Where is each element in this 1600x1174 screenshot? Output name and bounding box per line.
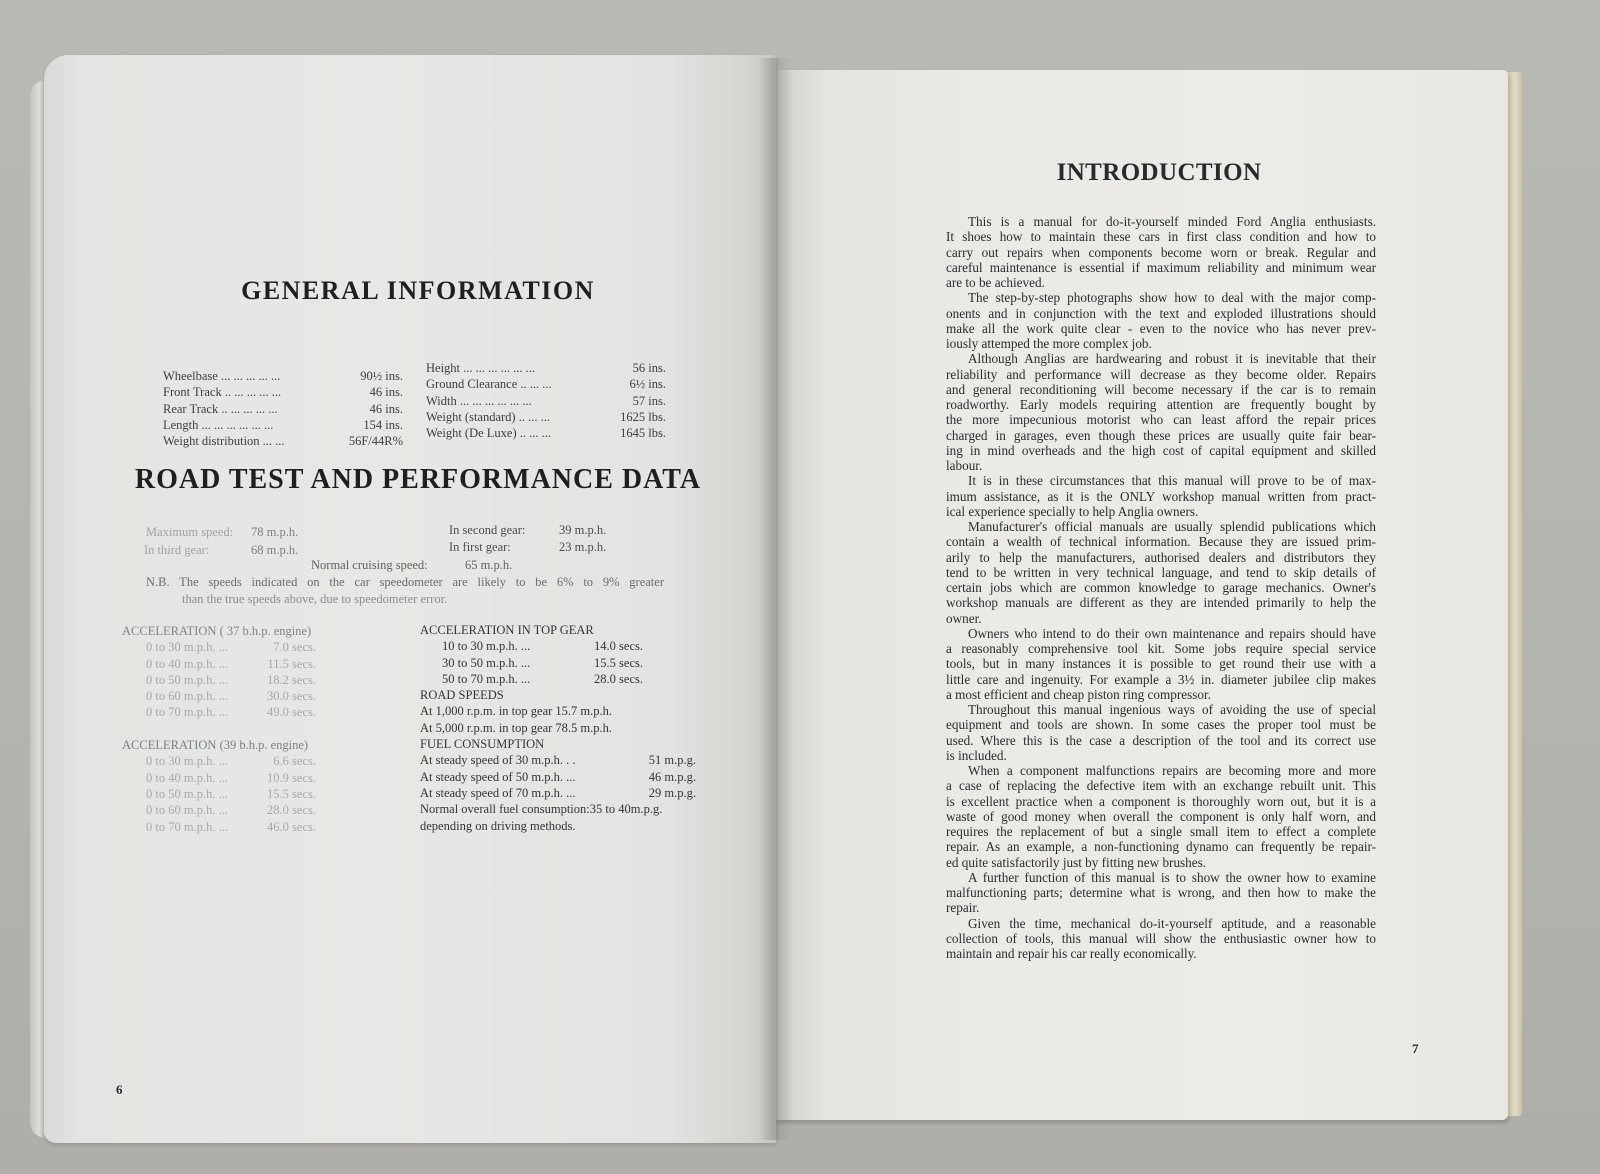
intro-line: workshop manuals are different as they are intended primarily to help the: [946, 595, 1376, 611]
intro-line: Given the time, mechanical do-it-yourself aptitude, and a reasonable: [968, 915, 1376, 931]
intro-paragraph: [946, 214, 1376, 290]
fuel-row: [420, 752, 696, 768]
fuel-consumption-heading: FUEL CONSUMPTION: [420, 737, 545, 752]
acceleration-time: 6.6 secs.: [273, 754, 316, 769]
top-gear-range: 30 to 50 m.p.h. ...: [442, 655, 531, 670]
spec-row: [426, 425, 666, 441]
intro-line: requires the replacement of but a single small item to effect a complete: [946, 824, 1376, 839]
spec-row: [163, 384, 403, 400]
acceleration-39-heading: ACCELERATION (39 b.h.p. engine): [122, 738, 309, 753]
spec-label: Height ... ... ... ... ... ...: [426, 361, 536, 375]
spec-row: [426, 393, 666, 409]
intro-line: a reasonably comprehensive tool kit. Some jobs require special service: [946, 641, 1376, 656]
page-number-right: 7: [1412, 1041, 1419, 1056]
introduction-heading: INTRODUCTION: [1056, 159, 1262, 186]
road-test-heading: ROAD TEST AND PERFORMANCE DATA: [134, 464, 702, 495]
intro-line: ical experience specially to help Anglia owners.: [946, 503, 1199, 519]
intro-line: a most efficient and cheap piston ring compressor.: [946, 686, 1211, 702]
spacer: [122, 721, 322, 737]
intro-paragraph: [946, 290, 1376, 351]
intro-line: make all the work quite clear - even to the novice who has never prev-: [946, 320, 1376, 336]
spec-label: Front Track .. ... ... ... ...: [163, 385, 282, 400]
spec-value: 90½ ins.: [360, 369, 403, 383]
spec-value: 154 ins.: [363, 417, 403, 432]
intro-line: carry out repairs when components become worn or break. Regular and: [946, 244, 1376, 260]
fuel-row: [420, 769, 696, 785]
intro-line: used. Where this is the case a description of the tool and its correct use: [946, 732, 1376, 748]
second-gear-value: 39 m.p.h.: [559, 523, 607, 537]
acceleration-time: 11.5 secs.: [267, 656, 316, 671]
road-speed-line: At 5,000 r.p.m. in top gear 78.5 m.p.h.: [420, 720, 612, 735]
spec-value: 1625 lbs.: [620, 409, 666, 424]
acceleration-range: 0 to 30 m.p.h. ...: [146, 640, 228, 655]
acceleration-time: 30.0 secs.: [267, 689, 316, 704]
max-speed-value: 78 m.p.h.: [251, 525, 299, 539]
overall-fuel-note: depending on driving methods.: [420, 818, 576, 833]
spec-value: 46 ins.: [369, 401, 403, 416]
top-gear-heading: ACCELERATION IN TOP GEAR: [420, 623, 594, 637]
acceleration-range: 0 to 50 m.p.h. ...: [146, 786, 228, 801]
fuel-row: [420, 785, 696, 801]
top-gear-row: [442, 655, 643, 671]
acceleration-row: [146, 639, 316, 655]
acceleration-range: 0 to 40 m.p.h. ...: [146, 770, 228, 785]
top-gear-range: 10 to 30 m.p.h. ...: [442, 639, 531, 654]
intro-paragraph: [946, 519, 1376, 626]
intro-line: Owners who intend to do their own maintenance and repairs should have: [968, 625, 1376, 641]
acceleration-range: 0 to 40 m.p.h. ...: [146, 656, 228, 671]
acceleration-range: 0 to 70 m.p.h. ...: [146, 705, 228, 720]
intro-line: contain a wealth of technical information. Because they are issued prim-: [946, 534, 1376, 550]
top-gear-time: 15.5 secs.: [594, 655, 643, 670]
intro-paragraph: [946, 351, 1376, 473]
intro-line: maintain and repair his car really economically.: [946, 946, 1197, 961]
fuel-mpg: 46 m.p.g.: [648, 769, 696, 784]
intro-paragraph: [946, 916, 1376, 962]
intro-line: is excellent practice when a component is thoroughly worn out, but it is a: [946, 793, 1376, 809]
acceleration-37-heading: ACCELERATION ( 37 b.h.p. engine): [122, 624, 312, 638]
acceleration-row: [146, 672, 316, 688]
fuel-mpg: 51 m.p.g.: [648, 753, 696, 768]
acceleration-range: 0 to 60 m.p.h. ...: [146, 689, 228, 704]
intro-line: It shoes how to maintain these cars in first class condition and how to: [946, 229, 1376, 245]
spec-row: [426, 409, 666, 425]
intro-line: owner.: [946, 610, 982, 626]
book-spine-shadow: [758, 58, 792, 1140]
spec-value: 6½ ins.: [629, 377, 666, 392]
spec-row: [426, 376, 666, 392]
intro-paragraph: [946, 702, 1376, 763]
intro-line: iously attemped the more complex job.: [946, 336, 1152, 351]
intro-line: collection of tools, this manual will show the enthusiastic owner how to: [946, 930, 1376, 946]
intro-line: tend to be written in very technical language, and tend to skip details of: [946, 564, 1376, 580]
intro-line: equipment and tools are shown. In some cases the proper tool must be: [946, 717, 1376, 733]
fuel-condition: At steady speed of 30 m.p.h. . .: [420, 753, 576, 768]
intro-line: charged in garages, even though these prices are usually quite fair bear-: [946, 427, 1376, 443]
intro-line: arily to help the manufacturers, authorised dealers and distributors they: [946, 549, 1376, 565]
intro-line: waste of good money when overall the component is only half worn, and: [946, 808, 1376, 824]
acceleration-range: 0 to 70 m.p.h. ...: [146, 819, 228, 834]
intro-paragraph: [946, 626, 1376, 702]
acceleration-row: [146, 753, 316, 769]
spec-label: Ground Clearance .. ... ...: [426, 377, 552, 392]
spec-label: Weight (De Luxe) .. ... ...: [426, 426, 551, 441]
specs-left-column: [163, 368, 403, 449]
spec-row: [163, 433, 403, 449]
acceleration-row: [146, 770, 316, 786]
top-gear-range: 50 to 70 m.p.h. ...: [442, 671, 531, 686]
specs-right-column: [426, 360, 666, 441]
top-gear-time: 14.0 secs.: [594, 639, 643, 654]
speedometer-note-line: than the true speeds above, due to speedometer error.: [182, 592, 448, 606]
spec-row: [426, 360, 666, 376]
intro-line: The step-by-step photographs show how to deal with the major comp-: [968, 290, 1376, 306]
acceleration-row: [146, 786, 316, 802]
intro-line: When a component malfunctions repairs are becoming more and more: [968, 763, 1376, 778]
page-number-left: 6: [116, 1082, 123, 1097]
road-speed-line: At 1,000 r.p.m. in top gear 15.7 m.p.h.: [420, 704, 612, 719]
intro-line: is included.: [946, 747, 1007, 763]
intro-line: This is a manual for do-it-yourself minded Ford Anglia enthusiasts.: [968, 214, 1376, 229]
spec-row: [163, 417, 403, 433]
cruising-speed-value: 65 m.p.h.: [465, 558, 513, 572]
spec-value: 56 ins.: [632, 361, 666, 375]
intro-line: the more impecunious motorist who can least afford the repair prices: [946, 412, 1376, 428]
intro-line: careful maintenance is essential if maximum reliability and minimum wear: [946, 259, 1376, 275]
spec-value: 46 ins.: [369, 385, 403, 400]
intro-line: It is in these circumstances that this manual will prove to be of max-: [968, 473, 1376, 489]
intro-line: little care and ingenuity. For example a 3½ in. diameter jubilee clip makes: [946, 671, 1376, 687]
introduction-body: [946, 214, 1376, 961]
intro-line: reliability and performance will decrease as they become older. Repairs: [946, 366, 1376, 382]
acceleration-time: 15.5 secs.: [267, 786, 316, 801]
top-gear-time: 28.0 secs.: [594, 671, 643, 686]
fuel-mpg: 29 m.p.g.: [648, 785, 696, 800]
acceleration-time: 10.9 secs.: [267, 770, 316, 785]
spec-label: Width ... ... ... ... ... ...: [426, 393, 532, 408]
intro-line: certain jobs which are common knowledge to garage mechanics. Owner's: [946, 580, 1376, 595]
fuel-condition: At steady speed of 70 m.p.h. ...: [420, 785, 576, 800]
intro-line: Although Anglias are hardwearing and robust it is inevitable that their: [968, 351, 1376, 367]
top-gear-row: [442, 671, 643, 687]
first-gear-label: In first gear:: [449, 540, 511, 554]
intro-line: Manufacturer's official manuals are usually splendid publications which: [968, 519, 1376, 534]
spec-value: 56F/44R%: [348, 434, 403, 449]
spec-label: Rear Track .. ... ... ... ...: [163, 401, 278, 416]
top-gear-road-speed-fuel-tables: [420, 622, 710, 834]
intro-line: repair.: [946, 900, 980, 916]
acceleration-row: [146, 704, 316, 720]
acceleration-time: 28.0 secs.: [267, 803, 316, 818]
acceleration-range: 0 to 30 m.p.h. ...: [146, 754, 228, 769]
acceleration-row: [146, 819, 316, 835]
acceleration-time: 46.0 secs.: [267, 819, 316, 834]
spec-label: Weight (standard) .. ... ...: [426, 409, 550, 424]
road-speeds-heading: ROAD SPEEDS: [420, 688, 504, 703]
spec-value: 57 ins.: [632, 393, 666, 408]
third-gear-value: 68 m.p.h.: [251, 543, 299, 557]
acceleration-row: [146, 656, 316, 672]
general-information-heading: GENERAL INFORMATION: [241, 276, 595, 305]
spec-label: Weight distribution ... ...: [163, 434, 285, 449]
intro-line: malfunctioning parts; determine what is wrong, and then how to make the: [946, 885, 1376, 900]
intro-line: imum assistance, as it is the ONLY workshop manual written from pract-: [946, 488, 1376, 504]
acceleration-range: 0 to 50 m.p.h. ...: [146, 672, 228, 687]
spec-label: Length ... ... ... ... ... ...: [163, 417, 274, 432]
spec-value: 1645 lbs.: [620, 426, 666, 441]
spec-label: Wheelbase ... ... ... ... ...: [163, 369, 281, 383]
fuel-condition: At steady speed of 50 m.p.h. ...: [420, 769, 576, 784]
intro-line: and general reconditioning will become necessary if the car is to remain: [946, 381, 1376, 397]
intro-paragraph: [946, 763, 1376, 870]
acceleration-range: 0 to 60 m.p.h. ...: [146, 803, 228, 818]
overall-fuel-consumption: Normal overall fuel consumption:35 to 40m.p.g.: [420, 802, 663, 817]
intro-line: Throughout this manual ingenious ways of avoiding the use of special: [968, 702, 1376, 717]
intro-paragraph: [946, 870, 1376, 916]
intro-line: ing in mind overheads and the high cost of capital equipment and skilled: [946, 442, 1376, 458]
spec-row: [163, 368, 403, 384]
intro-line: labour.: [946, 458, 983, 473]
third-gear-label: In third gear:: [144, 543, 210, 557]
acceleration-row: [146, 802, 316, 818]
intro-line: tools, but in many instances it is possible to get round their use with a: [946, 656, 1376, 672]
intro-line: are to be achieved.: [946, 275, 1045, 290]
spec-row: [163, 401, 403, 417]
acceleration-time: 18.2 secs.: [267, 672, 316, 687]
intro-line: ed quite satisfactorily just by fitting new brushes.: [946, 854, 1207, 870]
speedometer-note-line: N.B. The speeds indicated on the car speedometer are likely to be 6% to 9% greater: [146, 575, 664, 589]
intro-line: roadworthy. Early models requiring attention are frequently bought by: [946, 397, 1376, 412]
intro-paragraph: [946, 473, 1376, 519]
acceleration-engine-tables: [122, 623, 322, 835]
acceleration-row: [146, 688, 316, 704]
intro-line: a case of replacing the defective item with an exchange rebuilt unit. This: [946, 778, 1376, 794]
acceleration-time: 49.0 secs.: [267, 705, 316, 720]
acceleration-time: 7.0 secs.: [273, 640, 316, 655]
first-gear-value: 23 m.p.h.: [559, 540, 607, 554]
second-gear-label: In second gear:: [449, 523, 526, 537]
intro-line: repair. As an example, a non-functioning dynamo can frequently be repair-: [946, 839, 1376, 855]
top-gear-row: [442, 638, 643, 654]
max-speed-label: Maximum speed:: [146, 525, 234, 539]
intro-line: onents and in conjunction with the text and exploded illustrations should: [946, 305, 1376, 321]
intro-line: A further function of this manual is to show the owner how to examine: [968, 869, 1376, 885]
cruising-speed-label: Normal cruising speed:: [311, 558, 428, 572]
